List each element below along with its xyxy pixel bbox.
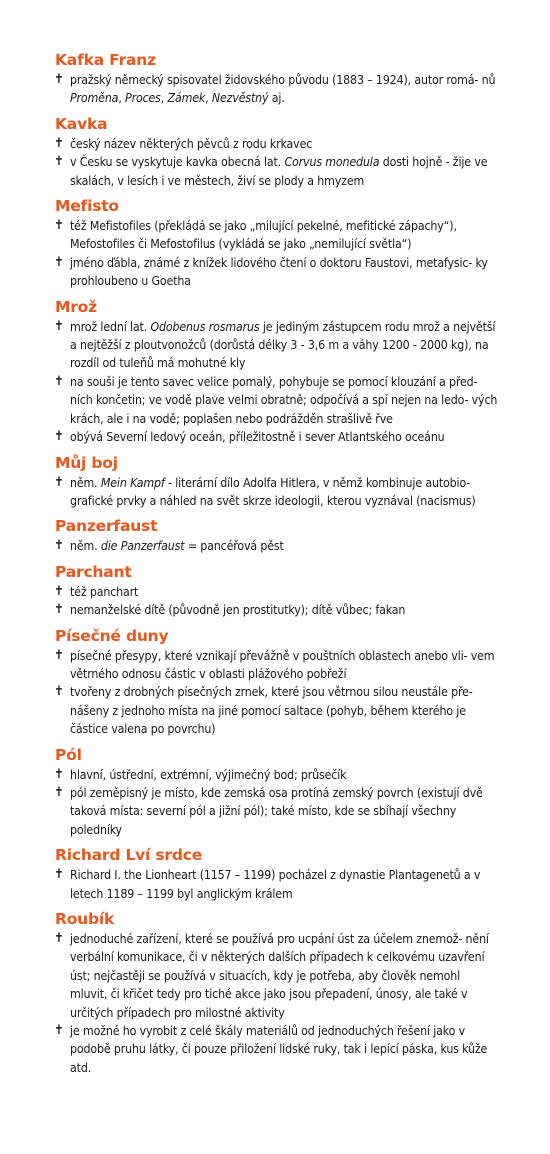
cross-bullet-icon: ✝ [54, 602, 64, 618]
definition-text: Richard I. the Lionheart (1157 – 1199) pocházel z dynastie Plantagenetů a v letech 1189 – 1199 byl anglickým králem [70, 868, 481, 901]
entry [56, 626, 500, 739]
definition-italic-text: Proměna [70, 91, 119, 106]
cross-bullet-icon: ✝ [54, 1023, 64, 1039]
definition-text: něm. [70, 475, 101, 490]
cross-bullet-icon: ✝ [54, 154, 64, 170]
definition-text: , [118, 91, 126, 106]
entry [56, 196, 500, 291]
definition-text: dosti hojně - žije ve skalách, v lesích i ve městech, živí se plody a hmyzem [70, 155, 488, 188]
definition-item [56, 601, 500, 619]
definition-item [56, 647, 500, 684]
definition-item [56, 254, 500, 291]
definition-italic-text: Nezvěstný [211, 91, 269, 106]
entry-term: Můj boj [55, 453, 118, 472]
definition-italic-text: die Panzerfaust [100, 539, 185, 554]
entry-term: Mrož [55, 297, 97, 316]
cross-bullet-icon: ✝ [54, 784, 64, 800]
entry-term: Kavka [55, 114, 108, 133]
entry-term: Mefisto [55, 197, 119, 216]
definition-text: český název některých pěvců z rodu krkavec [70, 136, 313, 151]
entry-term: Roubík [55, 910, 115, 928]
definition-italic-text: Mein Kampf [100, 475, 165, 490]
entry-term: Kafka Franz [55, 51, 156, 69]
definition-text: aj. [268, 91, 285, 106]
definition-italic-text: Zámek [167, 91, 206, 106]
definition-text: , [205, 91, 212, 106]
entry [56, 516, 500, 555]
definition-text: - literární dílo Adolfa Hitlera, v němž kombinuje autobio- grafické prvky a náhled na svět skrze ideologii, kterou vyznával (nacismus) [70, 475, 476, 508]
entry [56, 50, 500, 108]
definition-text: hlavní, ústřední, extrémní, výjimečný bod; průsečík [70, 767, 347, 782]
definition-text: je jediným zástupcem rodu mrož a největší a nejtěžší z ploutvonožců (dorůstá délky 3 - 3,6 m a váhy 1200 - 2000 kg), na rozdíl od tuleňů má mohutné kly [70, 319, 496, 371]
entry [56, 297, 500, 447]
cross-bullet-icon: ✝ [54, 583, 64, 599]
cross-bullet-icon: ✝ [54, 218, 64, 234]
cross-bullet-icon: ✝ [54, 373, 64, 389]
definition-text: písečné přesypy, které vznikají převážně v pouštních oblastech anebo vli- vem větrného odnosu částic v oblasti plážového pobřeží [70, 648, 495, 681]
entry [56, 114, 500, 190]
definition-text: jednoduché zařízení, které se používá pro ucpání úst za účelem znemož- nění verbální komunikace, či v některých dalších případech k celkovému uzavření úst; nejčastěji se používá v situacích, kdy je potřeba, aby člověk nemohl mluvit, či křičet tedy pro tiché akce jako jsou přepadení, únosy, ale také v určitých případech pro milostné aktivity [70, 932, 489, 1020]
cross-bullet-icon: ✝ [54, 766, 64, 782]
definition-text: něm. [70, 539, 101, 554]
definition-text: v Česku se vyskytuje kavka obecná lat. [70, 155, 285, 170]
entry-term: Parchant [55, 562, 132, 581]
entry [56, 453, 500, 511]
definition-text: pražský německý spisovatel židovského původu (1883 – 1924), autor romá- nů [70, 73, 496, 87]
definition-text: tvořeny z drobných písečných zrnek, které jsou větrnou silou neustále pře- nášeny z jednoho místa na jiné pomocí saltace (pohyb, během kterého je částice valena po povrchu) [70, 685, 473, 737]
cross-bullet-icon: ✝ [54, 684, 64, 700]
definition-item [56, 930, 500, 1022]
definition-item [56, 1022, 500, 1077]
definition-item [56, 428, 500, 446]
definition-text: pól zeměpisný je místo, kde zemská osa protíná zemský povrch (existují dvě taková místa: severní pól a jižní pól); také místo, kde se sbíhají všechny poledníky [70, 785, 483, 837]
definition-item [56, 683, 500, 738]
definition-item [56, 318, 500, 373]
entry-term: Písečné duny [55, 626, 169, 645]
definition-text: též Mefistofiles (překládá se jako „milující pekelné, mefitické zápachy“), Mefostofiles či Mefostofilus (vykládá se jako „nemilující světla“) [70, 219, 457, 252]
cross-bullet-icon: ✝ [54, 254, 64, 270]
cross-bullet-icon: ✝ [54, 318, 64, 334]
definition-text: , [160, 91, 168, 106]
definition-text: = pancéřová pěst [184, 539, 284, 554]
entry [56, 562, 500, 620]
definition-item [56, 866, 500, 903]
cross-bullet-icon: ✝ [54, 931, 64, 946]
definition-italic-text: Proces [125, 91, 161, 106]
entry [56, 909, 500, 1077]
definition-text: nemanželské dítě (původně jen prostitutky); dítě vůbec; fakan [70, 603, 406, 618]
cross-bullet-icon: ✝ [54, 538, 64, 554]
definition-item [56, 474, 500, 511]
entry [56, 745, 500, 840]
definition-item [56, 153, 500, 190]
definition-item [56, 583, 500, 601]
definition-item [56, 71, 500, 108]
entry-term: Richard Lví srdce [55, 846, 203, 865]
definition-item [56, 135, 500, 153]
cross-bullet-icon: ✝ [54, 429, 64, 445]
definition-item [56, 766, 500, 784]
cross-bullet-icon: ✝ [54, 72, 64, 87]
definition-italic-text: Odobenus rosmarus [150, 319, 260, 334]
definition-text: jméno ďábla, známé z knížek lidového čtení o doktoru Faustovi, metafysic- ky prohloubeno u Goetha [70, 255, 488, 289]
cross-bullet-icon: ✝ [54, 474, 64, 490]
definition-text: je možné ho vyrobit z celé škály materiálů od jednoduchých řešení jako v podobě pruhu látky, či pouze přiložení lidské ruky, tak i lepící páska, kus kůže atd. [70, 1024, 488, 1075]
definition-item [56, 784, 500, 839]
entry [56, 845, 500, 903]
entry-term: Panzerfaust [55, 517, 158, 536]
definition-italic-text: Corvus monedula [284, 155, 380, 170]
entry-term: Pól [55, 745, 82, 764]
definition-item [56, 217, 500, 254]
definition-item [56, 537, 500, 555]
definition-text: mrož lední lat. [70, 319, 151, 334]
definition-item [56, 373, 500, 428]
definition-text: na souši je tento savec velice pomalý, pohybuje se pomocí klouzání a před- ních končetin; ve vodě plave velmi obratně; odpočívá a spí nejen na ledo- vých krách, ale i na vodě; poplašen nebo podrážděn strašlivě řve [70, 374, 498, 426]
cross-bullet-icon: ✝ [54, 867, 64, 883]
cross-bullet-icon: ✝ [54, 647, 64, 663]
cross-bullet-icon: ✝ [54, 135, 64, 151]
definition-text: obývá Severní ledový oceán, příležitostně i sever Atlantského oceánu [70, 430, 445, 445]
entry-list [56, 50, 500, 1083]
definition-text: též panchart [70, 584, 139, 599]
